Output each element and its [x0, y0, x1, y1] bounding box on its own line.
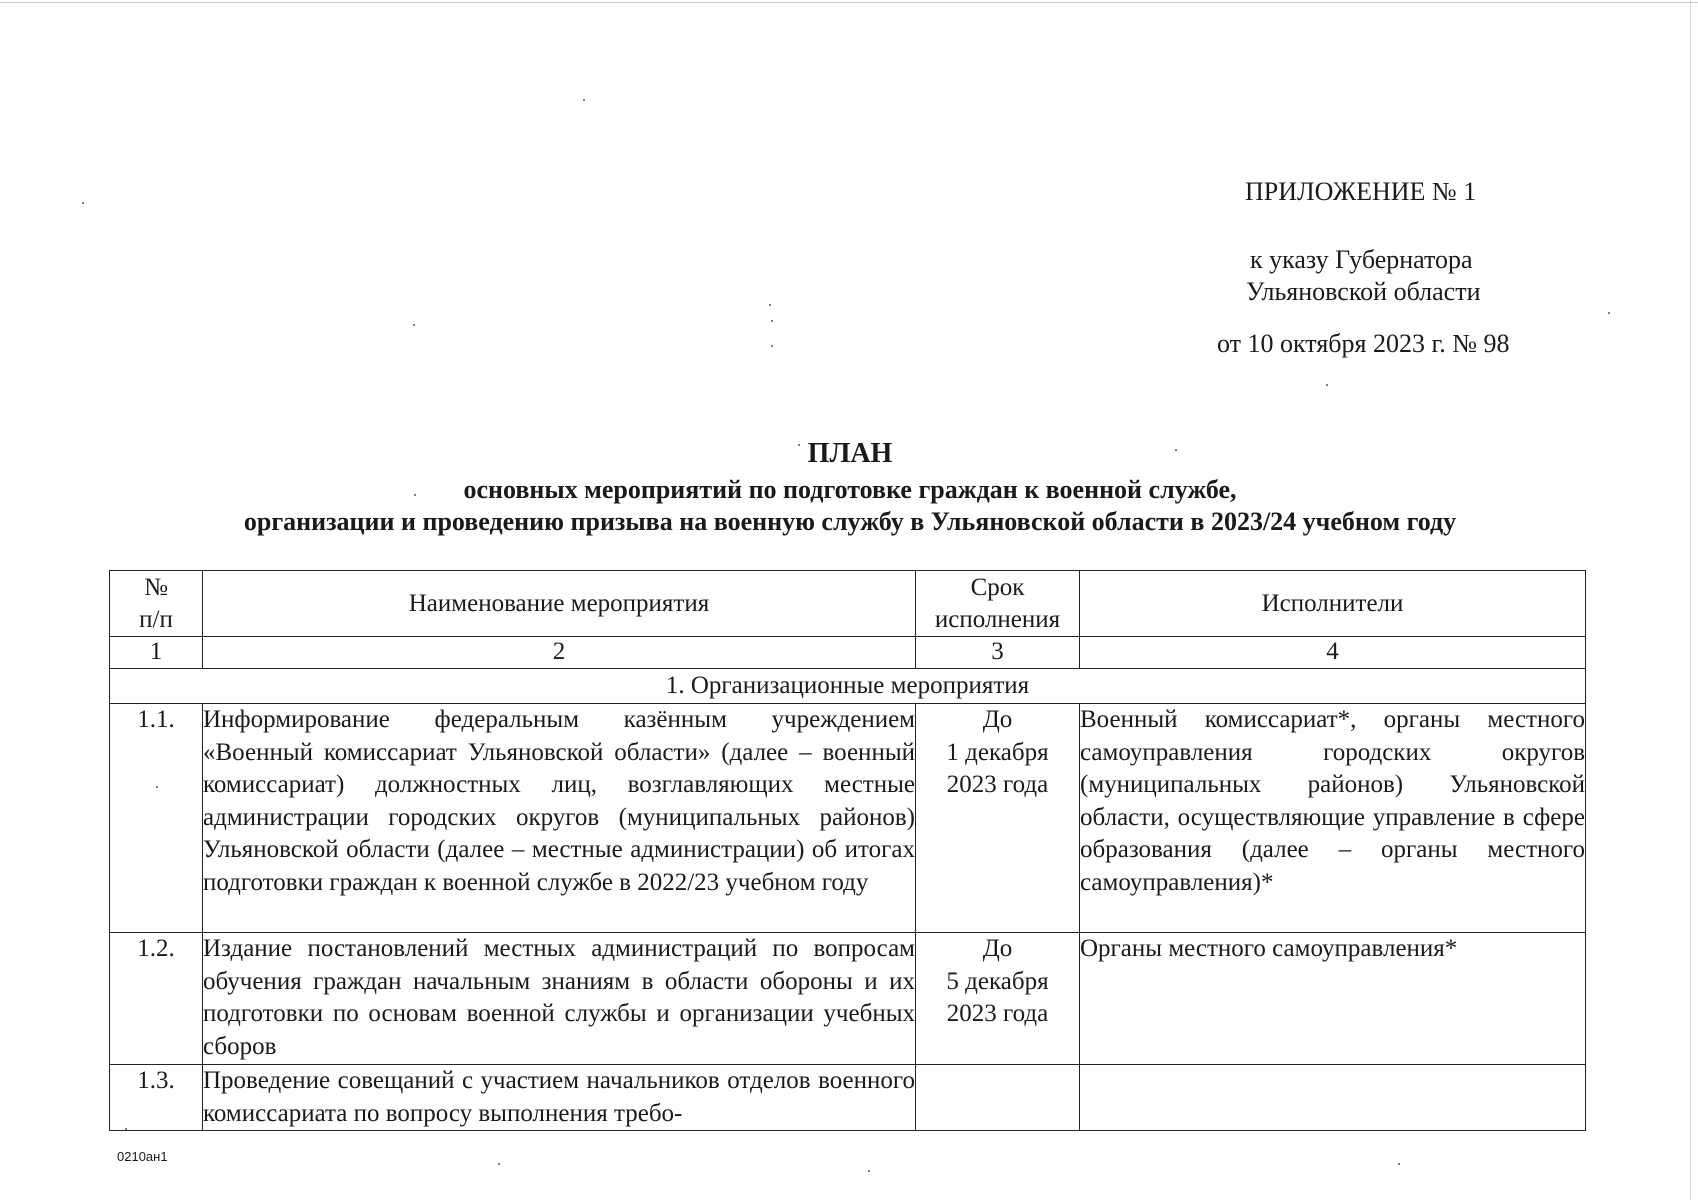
row-term-line3: 2023 года: [946, 771, 1049, 798]
scan-speck: [771, 345, 773, 347]
column-number-1: 1: [110, 637, 203, 669]
row-term: [916, 933, 1080, 1065]
annex-reference-line2: Ульяновской области: [1246, 277, 1481, 306]
plan-subtitle-line1: основных мероприятий по подготовке граждан к военной службе,: [463, 475, 1237, 504]
row-executors: Военный комиссариат*, органы местного самоуправления городских округов (муниципальных районов) Ульяновской области, осуществляющие управление в сфере образования (далее – органы местного самоуправления)*: [1080, 704, 1586, 933]
row-term: [916, 704, 1080, 933]
header-number-line2: п/п: [139, 605, 173, 633]
scan-speck: [771, 320, 773, 322]
row-number: 1.1.: [110, 704, 203, 933]
column-number-4: 4: [1080, 637, 1586, 669]
header-number: [110, 571, 203, 637]
row-executors: [1080, 1065, 1586, 1131]
scan-speck: [413, 324, 415, 326]
header-term-line1: Срок: [970, 573, 1025, 601]
scan-speck: [156, 786, 158, 788]
scan-speck: [769, 304, 771, 306]
scan-speck: [125, 1128, 127, 1130]
page-edge-right: [1690, 0, 1691, 1200]
row-term-line2: 1 декабря: [946, 738, 1049, 766]
document-code: 0210ан1: [117, 1149, 168, 1164]
scan-speck: [498, 1163, 500, 1165]
column-number-2: 2: [203, 637, 916, 669]
row-number: 1.2.: [110, 933, 203, 1065]
row-description: Информирование федеральным казённым учреждением «Военный комиссариат Ульяновской области» (далее – военный комиссариат) должностных лиц, возглавляющих местные администрации городских округов (муниципальных районов) Ульяновской области (далее – местные администрации) об итогах подготовки граждан к военной службе в 2022/23 учебном году: [203, 704, 916, 933]
column-number-row: [110, 637, 1586, 669]
annex-reference-line1: к указу Губернатора: [1250, 245, 1473, 274]
row-term: [916, 1065, 1080, 1131]
plan-title: ПЛАН: [807, 438, 893, 469]
row-executors: Органы местного самоуправления*: [1080, 933, 1586, 1065]
header-term: [916, 571, 1080, 637]
plan-subtitle-line2: организации и проведению призыва на военную службу в Ульяновской области в 2023/24 учебном году: [243, 507, 1457, 536]
scan-speck: [868, 1170, 870, 1172]
row-term-line1: До: [982, 935, 1013, 962]
scan-speck: [1175, 449, 1177, 451]
table-row: [110, 933, 1586, 1065]
scan-speck: [583, 99, 585, 101]
annex-title: ПРИЛОЖЕНИЕ № 1: [1245, 177, 1477, 206]
row-description: Издание постановлений местных администраций по вопросам обучения граждан начальным знаниям в области обороны и их подготовки по основам военной службы и организации учебных сборов: [203, 933, 916, 1065]
section-title: 1. Организационные мероприятия: [110, 669, 1586, 704]
scan-speck: [1326, 384, 1328, 386]
header-name: Наименование мероприятия: [203, 571, 916, 637]
scan-speck: [798, 444, 800, 446]
annex-date: от 10 октября 2023 г. № 98: [1217, 329, 1510, 358]
table-header-row: [110, 571, 1586, 637]
row-term-line1: До: [982, 706, 1013, 733]
plan-table: [109, 570, 1586, 1131]
scan-speck: [1398, 1163, 1400, 1165]
header-executors: Исполнители: [1080, 571, 1586, 637]
scan-speck: [1608, 312, 1610, 314]
scan-speck: [414, 494, 416, 496]
scan-speck: [82, 202, 84, 204]
header-term-line2: исполнения: [934, 605, 1061, 633]
row-term-line2: 5 декабря: [946, 967, 1049, 995]
row-term-line3: 2023 года: [946, 1000, 1049, 1027]
table-row: [110, 704, 1586, 933]
column-number-3: 3: [916, 637, 1080, 669]
table-row: [110, 1065, 1586, 1131]
page-edge-top: [0, 2, 1698, 3]
row-description: Проведение совещаний с участием начальников отделов военного комиссариата по вопросу выполнения требо-: [203, 1065, 916, 1131]
row-number: 1.3.: [110, 1065, 203, 1131]
section-row: [110, 669, 1586, 704]
header-number-line1: №: [144, 573, 168, 601]
